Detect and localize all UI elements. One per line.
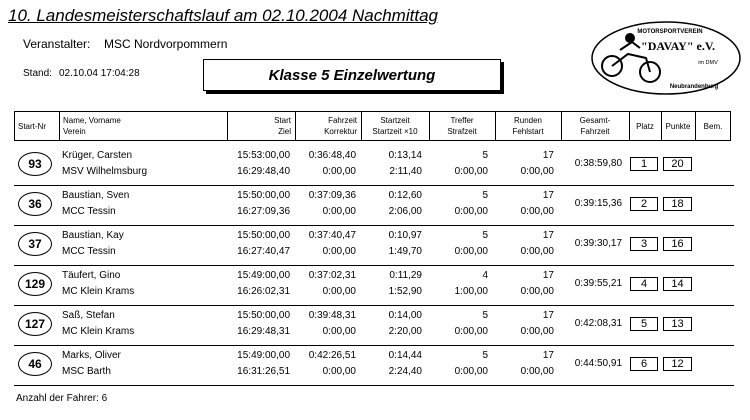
start-time-penalty: 0:14,00 [388, 310, 422, 321]
driver-name: Marks, Oliver [62, 350, 121, 361]
table-row [14, 145, 734, 186]
ride-time: 0:36:48,40 [308, 150, 356, 161]
laps: 17 [542, 310, 554, 321]
total-time: 0:39:55,21 [574, 278, 622, 289]
hits: 5 [482, 350, 488, 361]
start-time: 15:50:00,00 [237, 230, 290, 241]
points-box: 14 [663, 277, 692, 291]
false-start: 0:00,00 [520, 366, 554, 377]
start-time-penalty: 0:13,14 [388, 150, 422, 161]
driver-club: MSV Wilhelmsburg [62, 166, 148, 177]
penalty-time: 1:00,00 [454, 286, 488, 297]
finish-time: 16:29:48,40 [237, 166, 290, 177]
place-box: 6 [630, 357, 658, 371]
table-row [14, 305, 734, 346]
ride-time: 0:37:09,36 [308, 190, 356, 201]
ride-time: 0:37:40,47 [308, 230, 356, 241]
header-startzeit10: Startzeit ×10 [372, 127, 418, 136]
hits: 5 [482, 150, 488, 161]
header-verein: Verein [63, 127, 86, 136]
driver-name: Saß, Stefan [62, 310, 115, 321]
table-row [14, 265, 734, 306]
driver-club: MCC Tessin [62, 246, 116, 257]
finish-time: 16:27:40,47 [237, 246, 290, 257]
header-korrektur: Korrektur [324, 127, 357, 136]
table-header [14, 111, 731, 141]
logo-middle-text: "DAVAY" e.V. [641, 39, 715, 53]
header-treffer: Treffer [450, 116, 474, 125]
stand-value: 02.10.04 17:04:28 [59, 68, 140, 79]
penalty-time: 0:00,00 [454, 366, 488, 377]
page-title: 10. Landesmeisterschaftslauf am 02.10.2004 Nachmittag [8, 6, 438, 25]
ride-time: 0:37:02,31 [308, 270, 356, 281]
correction: 0:00,00 [322, 286, 356, 297]
driver-club: MSC Barth [62, 366, 111, 377]
finish-time: 16:26:02,31 [237, 286, 290, 297]
total-time: 0:39:30,17 [574, 238, 622, 249]
total-time: 0:44:50,91 [574, 358, 622, 369]
penalty-time: 0:00,00 [454, 326, 488, 337]
points-box: 16 [663, 237, 692, 251]
points-box: 12 [663, 357, 692, 371]
laps: 17 [542, 350, 554, 361]
start-number: 129 [18, 272, 52, 296]
place-box: 1 [630, 157, 658, 171]
laps: 17 [542, 230, 554, 241]
header-gesamt: Gesamt- [579, 116, 611, 125]
correction: 0:00,00 [322, 246, 356, 257]
driver-name: Krüger, Carsten [62, 150, 133, 161]
ride-time: 0:39:48,31 [308, 310, 356, 321]
start-time: 15:50:00,00 [237, 190, 290, 201]
header-start: Start [274, 116, 291, 125]
correction: 0:00,00 [322, 326, 356, 337]
start-time-x10: 2:11,40 [389, 166, 422, 177]
logo-side-text: im DMV [698, 60, 718, 66]
table-row [14, 345, 734, 386]
points-box: 20 [663, 157, 692, 171]
hits: 5 [482, 230, 488, 241]
total-time: 0:42:08,31 [574, 318, 622, 329]
header-name: Name, Vorname [63, 116, 121, 125]
start-time-penalty: 0:12,60 [388, 190, 422, 201]
table-row [14, 185, 734, 226]
header-startnr: Start-Nr [18, 122, 46, 131]
header-gesamt-fahrzeit: Fahrzeit [580, 127, 610, 136]
start-time-penalty: 0:11,29 [389, 270, 422, 281]
penalty-time: 0:00,00 [454, 246, 488, 257]
penalty-time: 0:00,00 [454, 166, 488, 177]
header-platz: Platz [636, 122, 654, 131]
finish-time: 16:27:09,36 [237, 206, 290, 217]
start-time: 15:50:00,00 [237, 310, 290, 321]
laps: 17 [542, 190, 554, 201]
false-start: 0:00,00 [520, 206, 554, 217]
hits: 4 [482, 270, 488, 281]
organizer-value: MSC Nordvorpommern [104, 37, 228, 51]
hits: 5 [482, 310, 488, 321]
start-number: 93 [18, 152, 52, 176]
start-time-x10: 2:20,00 [388, 326, 422, 337]
logo-bottom-text: Neubrandenburg [669, 84, 719, 90]
stand-label: Stand: [23, 68, 52, 79]
driver-name: Täufert, Gino [62, 270, 121, 281]
laps: 17 [542, 270, 554, 281]
total-time: 0:38:59,80 [574, 158, 622, 169]
hits: 5 [482, 190, 488, 201]
driver-name: Baustian, Sven [62, 190, 130, 201]
driver-club: MC Klein Krams [62, 286, 135, 297]
start-time-x10: 2:24,40 [388, 366, 422, 377]
finish-time: 16:29:48,31 [237, 326, 290, 337]
laps: 17 [542, 150, 554, 161]
header-startzeit: Startzeit [380, 116, 410, 125]
header-bem: Bem. [703, 122, 723, 131]
penalty-time: 0:00,00 [454, 206, 488, 217]
correction: 0:00,00 [322, 366, 356, 377]
start-time-penalty: 0:10,97 [388, 230, 422, 241]
start-number: 36 [18, 192, 52, 216]
start-time-x10: 1:49,70 [388, 246, 422, 257]
start-time: 15:49:00,00 [237, 350, 290, 361]
false-start: 0:00,00 [520, 286, 554, 297]
driver-name: Baustian, Kay [62, 230, 124, 241]
start-number: 127 [18, 312, 52, 336]
ride-time: 0:42:26,51 [308, 350, 356, 361]
start-time: 15:53:00,00 [237, 150, 290, 161]
place-box: 3 [630, 237, 658, 251]
header-punkte: Punkte [665, 122, 691, 131]
start-number: 46 [18, 352, 52, 376]
start-time: 15:49:00,00 [237, 270, 290, 281]
correction: 0:00,00 [322, 206, 356, 217]
place-box: 4 [630, 277, 658, 291]
start-time-x10: 2:06,00 [388, 206, 422, 217]
header-fehlstart: Fehlstart [512, 127, 544, 136]
table-row [14, 225, 734, 266]
header-ziel: Ziel [278, 127, 291, 136]
points-box: 13 [663, 317, 692, 331]
false-start: 0:00,00 [520, 326, 554, 337]
correction: 0:00,00 [322, 166, 356, 177]
class-title-box: Klasse 5 Einzelwertung [203, 59, 501, 91]
false-start: 0:00,00 [520, 166, 554, 177]
total-time: 0:39:15,36 [574, 198, 622, 209]
driver-club: MCC Tessin [62, 206, 116, 217]
place-box: 5 [630, 317, 658, 331]
club-logo [590, 20, 742, 96]
points-box: 18 [663, 197, 692, 211]
driver-club: MC Klein Krams [62, 326, 135, 337]
start-time-x10: 1:52,90 [388, 286, 422, 297]
header-fahrzeit: Fahrzeit [328, 116, 357, 125]
header-strafzeit: Strafzeit [447, 127, 477, 136]
logo-top-text: MOTORSPORTVEREIN [637, 29, 703, 35]
organizer-label: Veranstalter: [23, 37, 91, 51]
header-runden: Runden [513, 116, 543, 125]
start-time-penalty: 0:14,44 [388, 350, 422, 361]
driver-count: Anzahl der Fahrer: 6 [16, 393, 108, 404]
false-start: 0:00,00 [520, 246, 554, 257]
start-number: 37 [18, 232, 52, 256]
place-box: 2 [630, 197, 658, 211]
finish-time: 16:31:26,51 [237, 366, 290, 377]
